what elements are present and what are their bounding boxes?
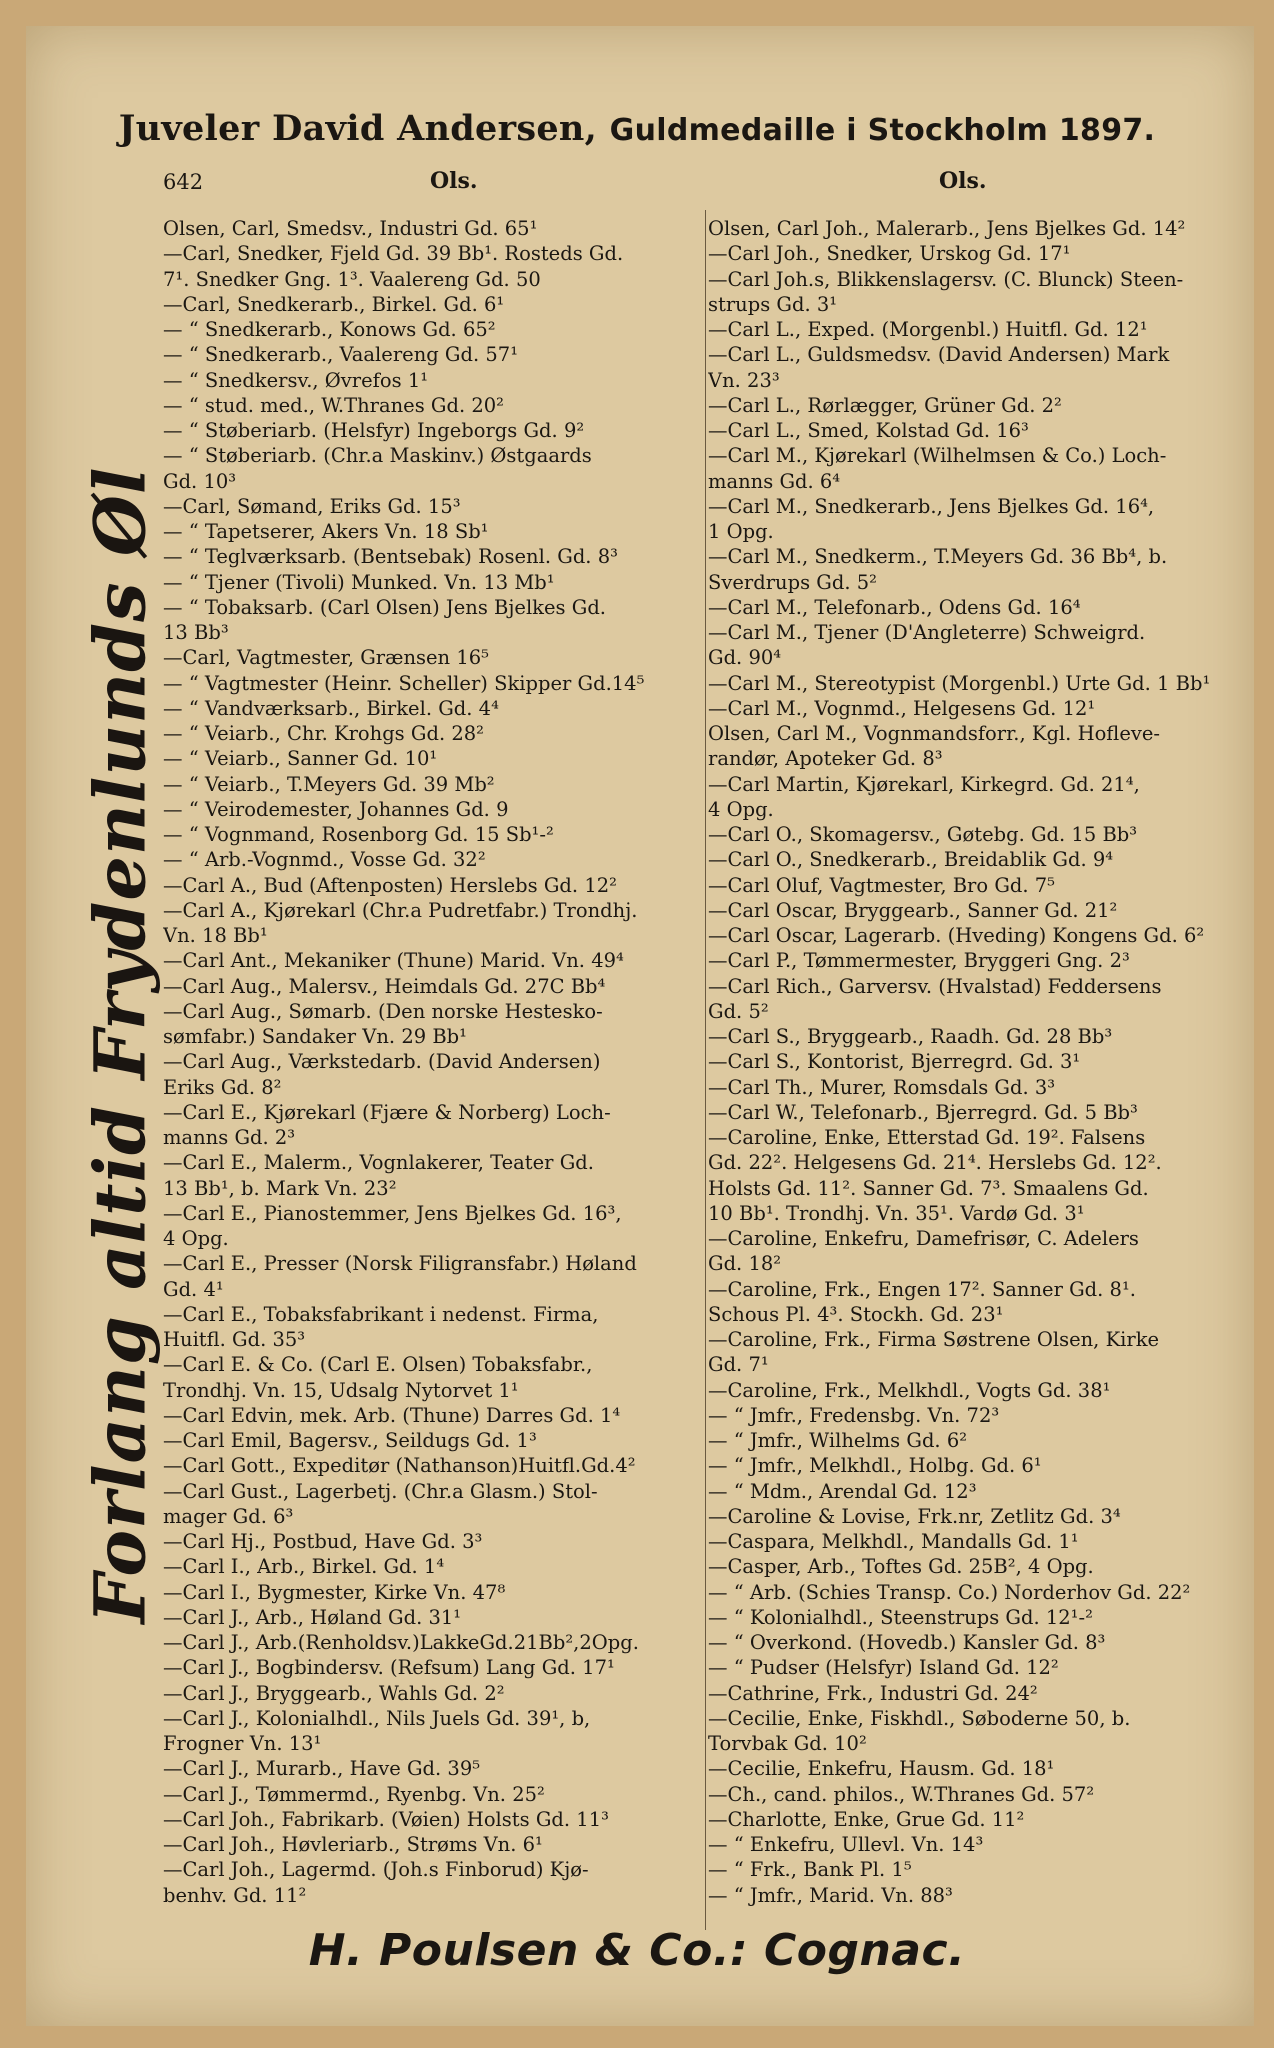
entry-line: —Carl Joh., Snedker, Urskog Gd. 17¹ [708, 242, 1071, 266]
entry-line: —Carl P., Tømmermester, Bryggeri Gng. 2³ [708, 949, 1130, 973]
entry-line: —Carl Oscar, Lagerarb. (Hveding) Kongens Gd. 6² [708, 924, 1205, 947]
entry-line: Schous Pl. 4³. Stockh. Gd. 23¹ [708, 1302, 1004, 1326]
entry-line: Olsen, Carl, Smedsv., Industri Gd. 65¹ [163, 217, 538, 240]
entry-line: —Carl Oluf, Vagtmester, Bro Gd. 7⁵ [708, 873, 1056, 897]
entry-line: —Carl L., Smed, Kolstad Gd. 16³ [708, 419, 1029, 442]
entry-line: — “ Vandværksarb., Birkel. Gd. 4⁴ [163, 696, 499, 720]
entry-line: —Carl Martin, Kjørekarl, Kirkegrd. Gd. 21⁴, [708, 772, 1140, 796]
entry-line: —Carl Rich., Garversv. (Hvalstad) Feddersens [708, 974, 1162, 998]
entry-line: — “ Enkefru, Ullevl. Vn. 14³ [708, 1833, 984, 1856]
entry-line: —Carl J., Tømmermd., Ryenbg. Vn. 25² [163, 1782, 545, 1806]
entry-line: — “ Tapetserer, Akers Vn. 18 Sb¹ [163, 520, 489, 543]
entry-line: —Cecilie, Enke, Fiskhdl., Søboderne 50, b. [708, 1706, 1131, 1730]
entry-line: —Cecilie, Enkefru, Hausm. Gd. 18¹ [708, 1757, 1055, 1781]
entry-line: —Carl Gust., Lagerbetj. (Chr.a Glasm.) Stol- [163, 1479, 598, 1503]
entry-line: — “ Tjener (Tivoli) Munked. Vn. 13 Mb¹ [163, 570, 555, 594]
entry-line: —Carl A., Kjørekarl (Chr.a Pudretfabr.) Trondhj. [163, 898, 638, 922]
entry-line: —Carl J., Kolonialhdl., Nils Juels Gd. 39¹, b, [163, 1706, 591, 1730]
entry-line: — “ Jmfr., Wilhelms Gd. 6² [708, 1429, 968, 1452]
entry-line: — “ Støberiarb. (Helsfyr) Ingeborgs Gd. 9² [163, 419, 585, 442]
entry-line: —Carl L., Rørlægger, Grüner Gd. 2² [708, 393, 1062, 417]
entry-line: Olsen, Carl M., Vognmandsforr., Kgl. Hofleve- [708, 722, 1161, 745]
entry-line: Gd. 10³ [163, 469, 237, 493]
entry-line: —Carl M., Snedkerarb., Jens Bjelkes Gd. 16⁴, [708, 494, 1155, 518]
entry-line: — “ Arb. (Schies Transp. Co.) Norderhov Gd. 22² [708, 1580, 1191, 1604]
entry-line: 1 Opg. [708, 520, 774, 543]
entry-line: —Carl Joh., Lagermd. (Joh.s Finborud) Kjø- [163, 1858, 589, 1882]
page-number: 642 [163, 170, 204, 194]
entry-line: —Carl M., Stereotypist (Morgenbl.) Urte Gd. 1 Bb¹ [708, 671, 1211, 695]
entry-line: —Carl Aug., Værkstedarb. (David Andersen) [163, 1050, 601, 1074]
entry-line: —Carl E. & Co. (Carl E. Olsen) Tobaksfabr., [163, 1353, 593, 1377]
entry-line: —Carl, Snedker, Fjeld Gd. 39 Bb¹. Rosteds Gd. [163, 242, 624, 266]
entry-line: —Carl, Snedkerarb., Birkel. Gd. 6¹ [163, 292, 505, 316]
entry-line: —Carl Hj., Postbud, Have Gd. 3³ [163, 1530, 483, 1553]
entry-line: Gd. 90⁴ [708, 646, 782, 670]
entry-line: — “ Kolonialhdl., Steenstrups Gd. 12¹-² [708, 1605, 1093, 1629]
entry-line: —Carl Joh.s, Blikkenslagersv. (C. Blunck) Steen- [708, 267, 1184, 291]
entry-line: Vn. 18 Bb¹ [163, 924, 268, 947]
side-advertisement: Forlang altid Frydenlunds Øl [78, 466, 162, 1624]
entry-line: mager Gd. 6³ [163, 1504, 294, 1528]
entry-line: —Cathrine, Frk., Industri Gd. 24² [708, 1681, 1038, 1705]
entry-line: 7¹. Snedker Gng. 1³. Vaalereng Gd. 50 [163, 267, 541, 291]
entry-line: benhv. Gd. 11² [163, 1883, 307, 1907]
left-column-heading: Ols. [430, 168, 478, 194]
entry-line: — “ Veirodemester, Johannes Gd. 9 [163, 797, 509, 821]
entry-line: —Carl J., Arb.(Renholdsv.)LakkeGd.21Bb²,2Opg. [163, 1631, 639, 1654]
entry-line: —Carl M., Vognmd., Helgesens Gd. 12¹ [708, 696, 1096, 720]
entry-line: — “ Arb.-Vognmd., Vosse Gd. 32² [163, 848, 486, 872]
entry-line: — “ Snedkerarb., Konows Gd. 65² [163, 318, 496, 341]
entry-line: —Carl E., Presser (Norsk Filigransfabr.) Høland [163, 1252, 637, 1276]
entry-line: — “ Overkond. (Hovedb.) Kansler Gd. 8³ [708, 1631, 1106, 1654]
entry-line: —Carl J., Bogbindersv. (Refsum) Lang Gd. 17¹ [163, 1656, 615, 1680]
entry-line: —Carl M., Telefonarb., Odens Gd. 16⁴ [708, 595, 1081, 619]
entry-line: — “ Vognmand, Rosenborg Gd. 15 Sb¹-² [163, 823, 554, 846]
entry-line: —Carl M., Kjørekarl (Wilhelmsen & Co.) Loch- [708, 444, 1167, 468]
entry-line: — “ Snedkersv., Øvrefos 1¹ [163, 368, 429, 392]
entry-line: — “ Teglværksarb. (Bentsebak) Rosenl. Gd. 8³ [163, 545, 618, 569]
entry-line: — “ Snedkerarb., Vaalereng Gd. 57¹ [163, 343, 519, 367]
entry-line: —Caroline, Frk., Firma Søstrene Olsen, Kirke [708, 1328, 1160, 1351]
entry-line: 10 Bb¹. Trondhj. Vn. 35¹. Vardø Gd. 3¹ [708, 1201, 1085, 1225]
entry-line: —Charlotte, Enke, Grue Gd. 11² [708, 1807, 1025, 1831]
entry-line: Gd. 7¹ [708, 1353, 769, 1377]
entry-line: —Carl S., Kontorist, Bjerregrd. Gd. 3¹ [708, 1050, 1081, 1074]
entry-line: — “ Pudser (Helsfyr) Island Gd. 12² [708, 1656, 1059, 1680]
entry-line: 13 Bb³ [163, 621, 229, 644]
entry-line: — “ Frk., Bank Pl. 1⁵ [708, 1858, 912, 1882]
top-advertisement [0, 108, 1274, 149]
entry-line: 13 Bb¹, b. Mark Vn. 23² [163, 1176, 397, 1200]
entry-line: —Carl Th., Murer, Romsdals Gd. 3³ [708, 1075, 1056, 1099]
entry-line: 4 Opg. [163, 1227, 229, 1250]
entry-line: —Carl E., Kjørekarl (Fjære & Norberg) Loch- [163, 1100, 611, 1124]
entry-line: — “ Mdm., Arendal Gd. 12³ [708, 1479, 977, 1503]
entry-line: —Carl J., Arb., Høland Gd. 31¹ [163, 1605, 462, 1629]
entry-line: Eriks Gd. 8² [163, 1075, 282, 1099]
entry-line: —Caroline, Enkefru, Damefrisør, C. Adelers [708, 1227, 1139, 1250]
entry-line: Gd. 4¹ [163, 1277, 224, 1301]
entry-line: Gd. 18² [708, 1252, 782, 1276]
entry-line: —Carl L., Exped. (Morgenbl.) Huitfl. Gd. 12¹ [708, 318, 1148, 341]
entry-line: Holsts Gd. 11². Sanner Gd. 7³. Smaalens Gd. [708, 1176, 1149, 1200]
entry-line: —Carl Oscar, Bryggearb., Sanner Gd. 21² [708, 898, 1118, 922]
entry-line: strups Gd. 3¹ [708, 292, 838, 316]
entry-line: Gd. 5² [708, 999, 769, 1023]
entry-line: Frogner Vn. 13¹ [163, 1732, 322, 1755]
entry-line: manns Gd. 2³ [163, 1126, 296, 1149]
entry-line: —Carl E., Malerm., Vognlakerer, Teater Gd. [163, 1151, 594, 1175]
entry-line: — “ Støberiarb. (Chr.a Maskinv.) Østgaards [163, 444, 592, 468]
entry-line: —Carl Aug., Sømarb. (Den norske Hestesko- [163, 999, 603, 1023]
entry-line: —Carl Edvin, mek. Arb. (Thune) Darres Gd. 1⁴ [163, 1403, 621, 1427]
entry-line: randør, Apoteker Gd. 8³ [708, 747, 943, 771]
entry-line: — “ Veiarb., Chr. Krohgs Gd. 28² [163, 722, 484, 745]
entry-line: —Carl, Vagtmester, Grænsen 16⁵ [163, 646, 489, 670]
entry-line: —Carl E., Pianostemmer, Jens Bjelkes Gd. 16³, [163, 1201, 622, 1225]
bottom-advertisement: H. Poulsen & Co.: Cognac. [308, 1925, 966, 1976]
entry-line: —Carl E., Tobaksfabrikant i nedenst. Firma, [163, 1302, 599, 1326]
top-ad-award: Guldmedaille i Stockholm 1897. [609, 113, 1156, 148]
entry-line: Gd. 22². Helgesens Gd. 21⁴. Herslebs Gd. 12². [708, 1151, 1162, 1175]
entry-line: Vn. 23³ [708, 368, 780, 392]
entry-line: —Caspara, Melkhdl., Mandalls Gd. 1¹ [708, 1530, 1079, 1553]
entry-line: —Carl Aug., Malersv., Heimdals Gd. 27C Bb⁴ [163, 974, 606, 998]
right-column-heading: Ols. [939, 168, 987, 194]
entry-line: —Carl A., Bud (Aftenposten) Herslebs Gd. 12² [163, 873, 617, 897]
entry-line: —Carl M., Snedkerm., T.Meyers Gd. 36 Bb⁴, b. [708, 545, 1168, 569]
entry-line: Olsen, Carl Joh., Malerarb., Jens Bjelkes Gd. 14² [708, 217, 1186, 240]
entry-line: —Carl L., Guldsmedsv. (David Andersen) Mark [708, 343, 1170, 367]
entry-line: —Caroline, Frk., Melkhdl., Vogts Gd. 38¹ [708, 1378, 1111, 1402]
entry-line: —Carl J., Bryggearb., Wahls Gd. 2² [163, 1681, 505, 1705]
entry-line: Huitfl. Gd. 35³ [163, 1328, 306, 1351]
entry-line: Torvbak Gd. 10² [708, 1732, 867, 1755]
entry-line: — “ Jmfr., Marid. Vn. 88³ [708, 1883, 953, 1907]
entry-line: —Carl Joh., Fabrikarb. (Vøien) Holsts Gd. 11³ [163, 1807, 609, 1831]
entry-line: — “ Veiarb., T.Meyers Gd. 39 Mb² [163, 772, 495, 796]
entry-line: sømfabr.) Sandaker Vn. 29 Bb¹ [163, 1025, 467, 1048]
right-column [708, 216, 1253, 1908]
entry-line: —Carl Emil, Bagersv., Seildugs Gd. 1³ [163, 1429, 537, 1452]
entry-line: —Ch., cand. philos., W.Thranes Gd. 57² [708, 1782, 1095, 1806]
entry-line: — “ Jmfr., Fredensbg. Vn. 72³ [708, 1403, 1000, 1427]
entry-line: —Carl O., Snedkerarb., Breidablik Gd. 9⁴ [708, 848, 1114, 872]
entry-line: — “ Vagtmester (Heinr. Scheller) Skipper Gd.14⁵ [163, 671, 645, 695]
entry-line: —Caroline & Lovise, Frk.nr, Zetlitz Gd. 3⁴ [708, 1504, 1121, 1528]
entry-line: Sverdrups Gd. 5² [708, 570, 877, 594]
entry-line: — “ Jmfr., Melkhdl., Holbg. Gd. 6¹ [708, 1454, 1042, 1478]
entry-line: —Carl S., Bryggearb., Raadh. Gd. 28 Bb³ [708, 1025, 1113, 1048]
entry-line: —Carl Gott., Expeditør (Nathanson)Huitfl.Gd.4² [163, 1454, 636, 1478]
entry-line: —Carl Ant., Mekaniker (Thune) Marid. Vn. 49⁴ [163, 949, 624, 973]
entry-line: —Carl Joh., Høvleriarb., Strøms Vn. 6¹ [163, 1833, 543, 1856]
entry-line: — “ Veiarb., Sanner Gd. 10¹ [163, 747, 438, 771]
entry-line: —Carl M., Tjener (D'Angleterre) Schweigrd. [708, 621, 1146, 644]
entry-line: — “ Tobaksarb. (Carl Olsen) Jens Bjelkes Gd. [163, 595, 606, 619]
entry-line: —Carl, Sømand, Eriks Gd. 15³ [163, 494, 461, 518]
left-column [163, 216, 708, 1908]
entry-line: —Caroline, Enke, Etterstad Gd. 19². Falsens [708, 1126, 1146, 1149]
entry-line: — “ stud. med., W.Thranes Gd. 20² [163, 393, 504, 417]
entry-line: —Carl I., Arb., Birkel. Gd. 1⁴ [163, 1555, 445, 1579]
entry-line: —Casper, Arb., Toftes Gd. 25B², 4 Opg. [708, 1555, 1094, 1579]
entry-line: —Carl I., Bygmester, Kirke Vn. 47⁸ [163, 1580, 506, 1604]
entry-line: —Caroline, Frk., Engen 17². Sanner Gd. 8¹. [708, 1277, 1136, 1301]
entry-line: Trondhj. Vn. 15, Udsalg Nytorvet 1¹ [163, 1378, 519, 1402]
entry-line: —Carl O., Skomagersv., Gøtebg. Gd. 15 Bb³ [708, 823, 1138, 846]
entry-line: 4 Opg. [708, 797, 774, 821]
entry-line: —Carl J., Murarb., Have Gd. 39⁵ [163, 1757, 481, 1781]
entry-line: manns Gd. 6⁴ [708, 469, 841, 493]
top-ad-name: Juveler David Andersen, [118, 108, 598, 149]
entry-line: —Carl W., Telefonarb., Bjerregrd. Gd. 5 Bb³ [708, 1100, 1138, 1124]
